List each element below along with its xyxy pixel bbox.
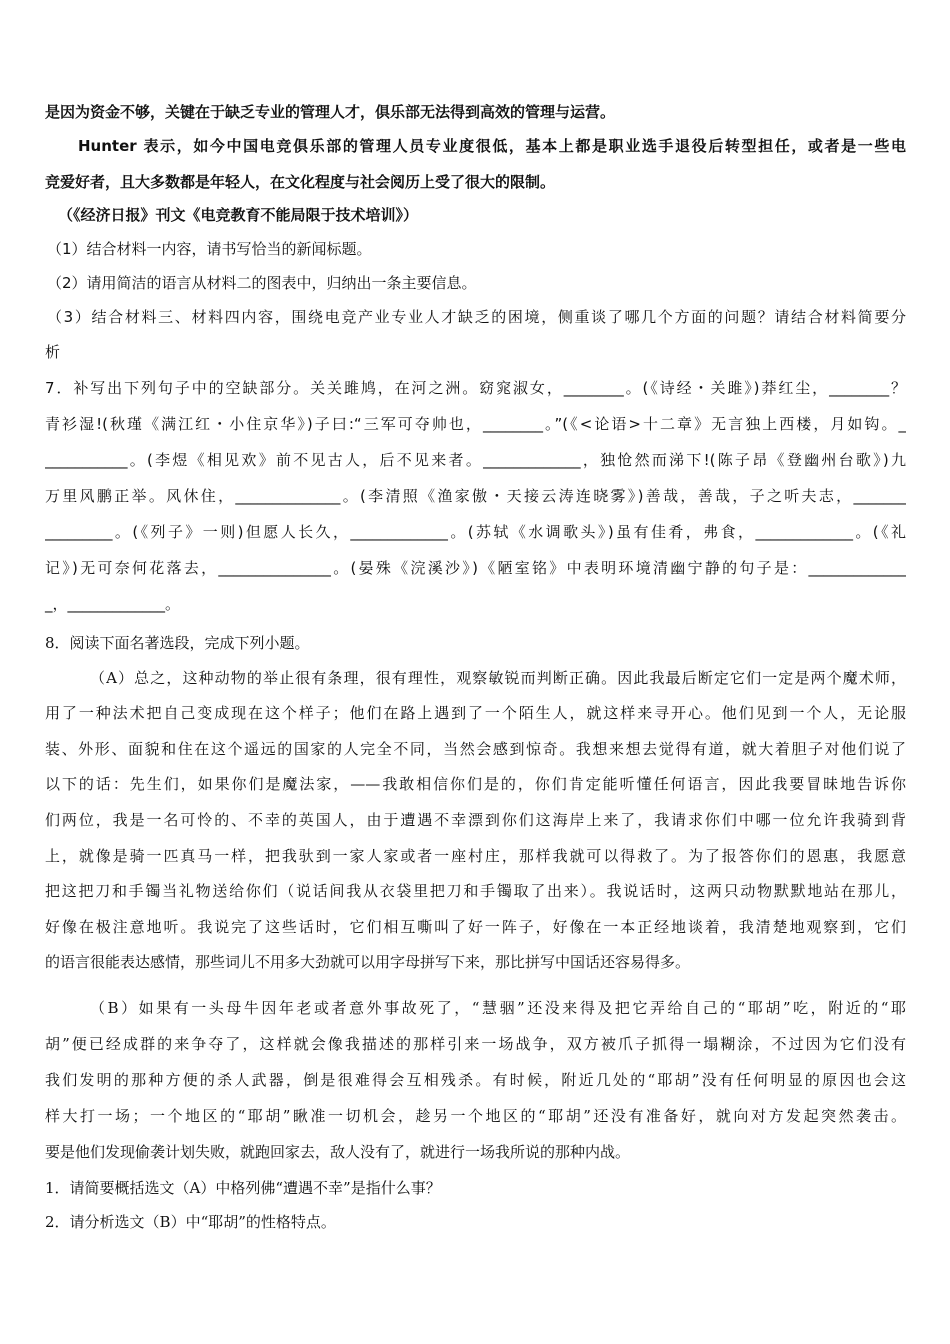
question8-text-line: 胡”便已经成群的来争夺了，这样就会像我描述的那样引来一场战争，双方被爪子抓得一塌糊涂，不过因为它们没有 [45,1035,906,1053]
question8-text-line: （A）总之，这种动物的举止很有条理，很有理性，观察敏锐而判断正确。因此我最后断定它们一定是两个魔术师， [90,669,906,687]
question7-text-line: 万里风鹏正举。风休住，______________。(李清照《渔家傲・天接云涛连晓雾》)善哉，善哉，子之听夫志，_______ [45,487,906,505]
question7-text-line: ___________。(李煜《相见欢》前不见古人，后不见来者。_____________，独怆然而涕下!(陈子昂《登幽州台歌》)九 [45,451,906,469]
question7-text-line: 7．补写出下列句子中的空缺部分。关关雎鸠，在河之洲。窈窕淑女，________。(《诗经・关雎》)莽红尘，________？ [45,379,906,397]
question8-text-line: 上，就像是骑一匹真马一样，把我驮到一家人家或者一座村庄，那样我就可以得救了。为了报答你们的恩惠，我愿意 [45,847,906,865]
question7-text-line: _________。(《列子》一则)但愿人长久，_____________。(苏轼《水调歌头》)虽有佳肴，弗食，_____________。(《礼 [45,523,906,541]
material-section-text-line: （1）结合材料一内容，请书写恰当的新闻标题。 [47,240,372,258]
question7-text-line: _，_____________。 [45,595,181,613]
question8-text-line: 用了一种法术把自己变成现在这个样子；他们在路上遇到了一个陌生人，就这样来寻开心。他们见到一个人，无论服 [45,704,906,722]
question8-text-line: 装、外形、面貌和住在这个遥远的国家的人完全不同，当然会感到惊奇。我想来想去觉得有道，就大着胆子对他们说了 [45,740,906,758]
material-section-text-line: 析 [45,343,61,361]
material-section-text-line: （3）结合材料三、材料四内容，围绕电竞产业专业人才缺乏的困境，侧重谈了哪几个方面的问题？请结合材料简要分 [47,308,906,326]
material-section-text-line: Hunter 表示，如今中国电竞俱乐部的管理人员专业度很低，基本上都是职业选手退役后转型担任，或者是一些电 [78,137,906,155]
question8-text-line: 把这把刀和手镯当礼物送给你们（说话间我从衣袋里把刀和手镯取了出来）。我说话时，这两只动物默默地站在那儿， [45,882,906,900]
question8-text-line: 们两位，我是一名可怜的、不幸的英国人，由于遭遇不幸漂到你们这海岸上来了，我请求你们中哪一位允许我骑到背 [45,811,906,829]
question8-text-line: 好像在极注意地听。我说完了这些话时，它们相互嘶叫了好一阵子，好像在一本正经地谈着，我清楚地观察到，它们 [45,918,906,936]
question8-text-line: 以下的话：先生们，如果你们是魔法家，——我敢相信你们是的，你们肯定能听懂任何语言，因此我要冒昧地告诉你 [45,775,906,793]
question8-text-line: 我们发明的那种方便的杀人武器，倒是很难得会互相残杀。有时候，附近几处的“耶胡”没有任何明显的原因也会这 [45,1071,906,1089]
material-section-text-line: （《经济日报》刊文《电竞教育不能局限于技术培训》） [58,206,419,224]
question8-text-line: 的语言很能表达感情，那些词儿不用多大劲就可以用字母拼写下来，那比拼写中国话还容易得多。 [45,953,691,971]
material-section-text-line: 是因为资金不够，关键在于缺乏专业的管理人才，俱乐部无法得到高效的管理与运营。 [45,103,616,121]
question7-text-line: 青衫湿!(秋瑾《满江红・小住京华》)子曰:“三军可夺帅也，________。”(《<论语>十二章》无言独上西楼，月如钩。_ [45,415,906,433]
question8-text-line: 样大打一场；一个地区的“耶胡”瞅准一切机会，趁另一个地区的“耶胡”还没有准备好，就向对方发起突然袭击。 [45,1107,906,1125]
question8-text-line: （B）如果有一头母牛因年老或者意外事故死了，“慧骃”还没来得及把它弄给自己的“耶胡”吃，附近的“耶 [90,999,906,1017]
material-section-text-line: 竞爱好者，且大多数都是年轻人，在文化程度与社会阅历上受了很大的限制。 [45,173,556,191]
question7-text-line: 记》)无可奈何花落去，_______________。(晏殊《浣溪沙》)《陋室铭》中表明环境清幽宁静的句子是：_____________ [45,559,906,577]
question8-text-line: 2．请分析选文（B）中“耶胡”的性格特点。 [45,1213,336,1231]
material-section-text-line: （2）请用简洁的语言从材料二的图表中，归纳出一条主要信息。 [47,274,477,292]
question8-text-line: 1．请简要概括选文（A）中格列佛“遭遇不幸”是指什么事？ [45,1179,441,1197]
question8-text-line: 8．阅读下面名著选段，完成下列小题。 [45,634,310,652]
question8-text-line: 要是他们发现偷袭计划失败，就跑回家去，敌人没有了，就进行一场我所说的那种内战。 [45,1143,631,1161]
